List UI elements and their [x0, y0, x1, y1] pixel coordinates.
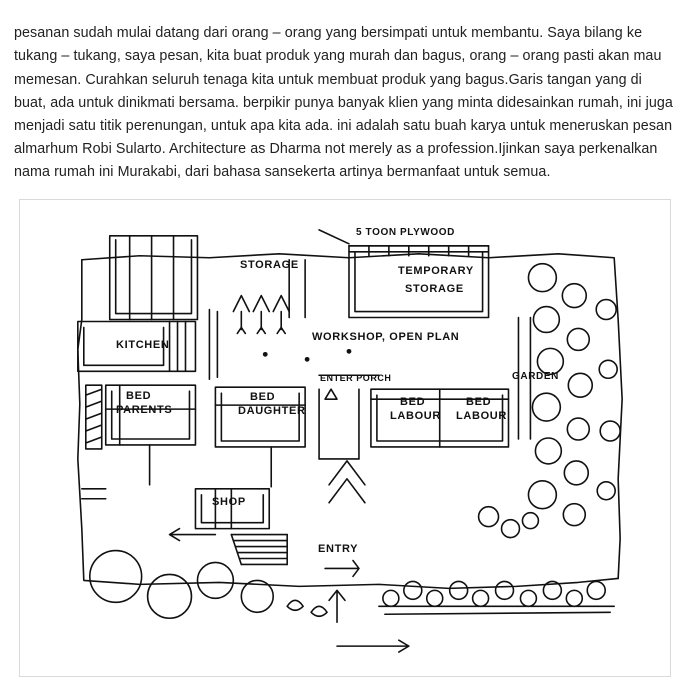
- sketch-label-workshop: WORKSHOP, OPEN PLAN: [312, 330, 460, 343]
- hand-drawn-floor-plan-sketch: [20, 200, 670, 676]
- sketch-label-bed-daughter-2: DAUGHTER: [238, 404, 306, 417]
- sketch-label-bed-labour-2a: BED: [466, 395, 492, 408]
- sketch-label-temporary: TEMPORARY: [398, 264, 474, 277]
- sketch-label-bed-parents-1: BED: [126, 389, 152, 402]
- sketch-label-bed-labour-1b: LABOUR: [390, 409, 442, 422]
- document-page: [0, 14, 690, 679]
- sketch-label-kitchen: KITCHEN: [116, 338, 170, 351]
- sketch-label-enter-porch: ENTER PORCH: [320, 372, 392, 383]
- sketch-label-bed-labour-2b: LABOUR: [456, 409, 508, 422]
- architecture-sketch-figure: [19, 199, 671, 677]
- sketch-label-bed-parents-2: PARENTS: [116, 403, 173, 416]
- sketch-label-garden: GARDEN: [512, 370, 559, 382]
- sketch-label-entry: ENTRY: [318, 542, 359, 555]
- sketch-label-bed-daughter-1: BED: [250, 390, 276, 403]
- sketch-label-bed-labour-1a: BED: [400, 395, 426, 408]
- sketch-label-shop: SHOP: [212, 495, 246, 508]
- article-body-text: pesanan sudah mulai datang dari orang – orang yang bersimpati untuk membantu. Saya bilang ke tukang – tukang, saya pesan, kita buat produk yang murah dan bagus, orang – orang pasti akan mau memesan. Curahkan seluruh tenaga kita untuk membuat produk yang bagus.Garis tangan yang di buat, ada untuk dinikmati bersama. berpikir punya banyak klien yang minta didesainkan rumah, ini juga menjadi satu titik perenungan, untuk apa kita ada. ini adalah satu buah karya untuk meneruskan pesan almarhum Robi Sularto. Architecture as Dharma not merely as a profession.Ijinkan saya perkenalkan nama rumah ini Murakabi, dari bahasa sansekerta artinya bermanfaat untuk semua.: [14, 25, 673, 181]
- sketch-label-storage: STORAGE: [240, 258, 299, 271]
- sketch-label-storage-temporary: STORAGE: [405, 282, 464, 295]
- sketch-label-plywood: 5 TOON PLYWOOD: [356, 226, 455, 238]
